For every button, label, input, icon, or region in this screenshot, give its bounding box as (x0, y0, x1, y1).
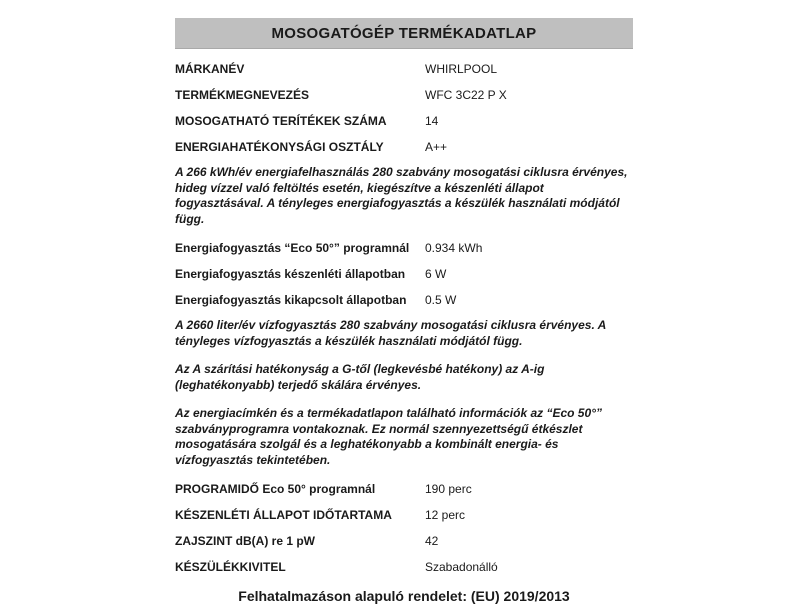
spec-label-energy-class: ENERGIAHATÉKONYSÁGI OSZTÁLY (175, 140, 384, 154)
datasheet-title-bar (175, 18, 633, 48)
spec-label-energy-off: Energiafogyasztás kikapcsolt állapotban (175, 293, 407, 307)
spec-value-place-settings: 14 (425, 114, 439, 128)
note-drying-efficiency: Az A szárítási hatékonyság a G-től (legkevésbé hatékony) az A-ig (leghatékonyabb) terjedő skálára érvényes. (175, 362, 545, 392)
spec-row-place-settings (175, 113, 633, 129)
page-title: MOSOGATÓGÉP TERMÉKADATLAP (271, 24, 537, 42)
spec-row-energy-eco50 (175, 240, 633, 256)
spec-row-installation-type (175, 559, 633, 575)
spec-value-standby-duration: 12 perc (425, 508, 466, 522)
datasheet-body (175, 48, 633, 604)
note-eco50-program: Az energiacímkén és a termékadatlapon található információk az “Eco 50°” szabványprogramra vontakoznak. Ez normál szennyezettségű étkészlet mosogatására szolgál és a leghatékonyabb a kombinált energia- és vízfogyasztás tekintetében. (175, 406, 602, 467)
spec-row-standby-duration (175, 507, 633, 523)
spec-label-brand: MÁRKANÉV (175, 62, 245, 76)
spec-value-noise-level: 42 (425, 534, 439, 548)
spec-value-installation-type: Szabadonálló (425, 560, 498, 574)
product-datasheet (175, 18, 633, 604)
spec-label-energy-standby: Energiafogyasztás készenléti állapotban (175, 267, 406, 281)
spec-label-place-settings: MOSOGATHATÓ TERÍTÉKEK SZÁMA (175, 114, 387, 128)
spec-row-program-time (175, 481, 633, 497)
spec-value-energy-off: 0.5 W (425, 293, 457, 307)
spec-row-model (175, 87, 633, 103)
spec-row-energy-off (175, 292, 633, 308)
spec-value-energy-class: A++ (425, 140, 448, 154)
spec-label-standby-duration: KÉSZENLÉTI ÁLLAPOT IDŐTARTAMA (175, 508, 392, 522)
spec-value-energy-eco50: 0.934 kWh (425, 241, 483, 255)
note-annual-water: A 2660 liter/év vízfogyasztás 280 szabvány mosogatási ciklusra érvényes. A tényleges vízfogyasztás a készülék használati módjától függ. (175, 318, 606, 348)
spec-row-energy-standby (175, 266, 633, 282)
spec-label-noise-level: ZAJSZINT dB(A) re 1 pW (175, 534, 315, 548)
spec-row-noise-level (175, 533, 633, 549)
spec-row-energy-class (175, 139, 633, 155)
spec-value-program-time: 190 perc (425, 482, 472, 496)
spec-value-energy-standby: 6 W (425, 267, 447, 281)
spec-value-model: WFC 3C22 P X (425, 88, 507, 102)
spec-value-brand: WHIRLPOOL (425, 62, 498, 76)
note-annual-energy: A 266 kWh/év energiafelhasználás 280 szabvány mosogatási ciklusra érvényes, hideg vízzel való feltöltés esetén, kiegészítve a készenléti állapot fogyasztásával. A tényleges energiafogyasztás a készülék használati módjától függ. (175, 165, 628, 226)
spec-label-energy-eco50: Energiafogyasztás “Eco 50°” programnál (175, 241, 410, 255)
regulation-footer: Felhatalmazáson alapuló rendelet: (EU) 2019/2013 (238, 588, 570, 604)
spec-label-installation-type: KÉSZÜLÉKKIVITEL (175, 560, 286, 574)
spec-label-program-time: PROGRAMIDŐ Eco 50° programnál (175, 482, 376, 496)
spec-label-model: TERMÉKMEGNEVEZÉS (175, 88, 310, 102)
spec-row-brand (175, 61, 633, 77)
